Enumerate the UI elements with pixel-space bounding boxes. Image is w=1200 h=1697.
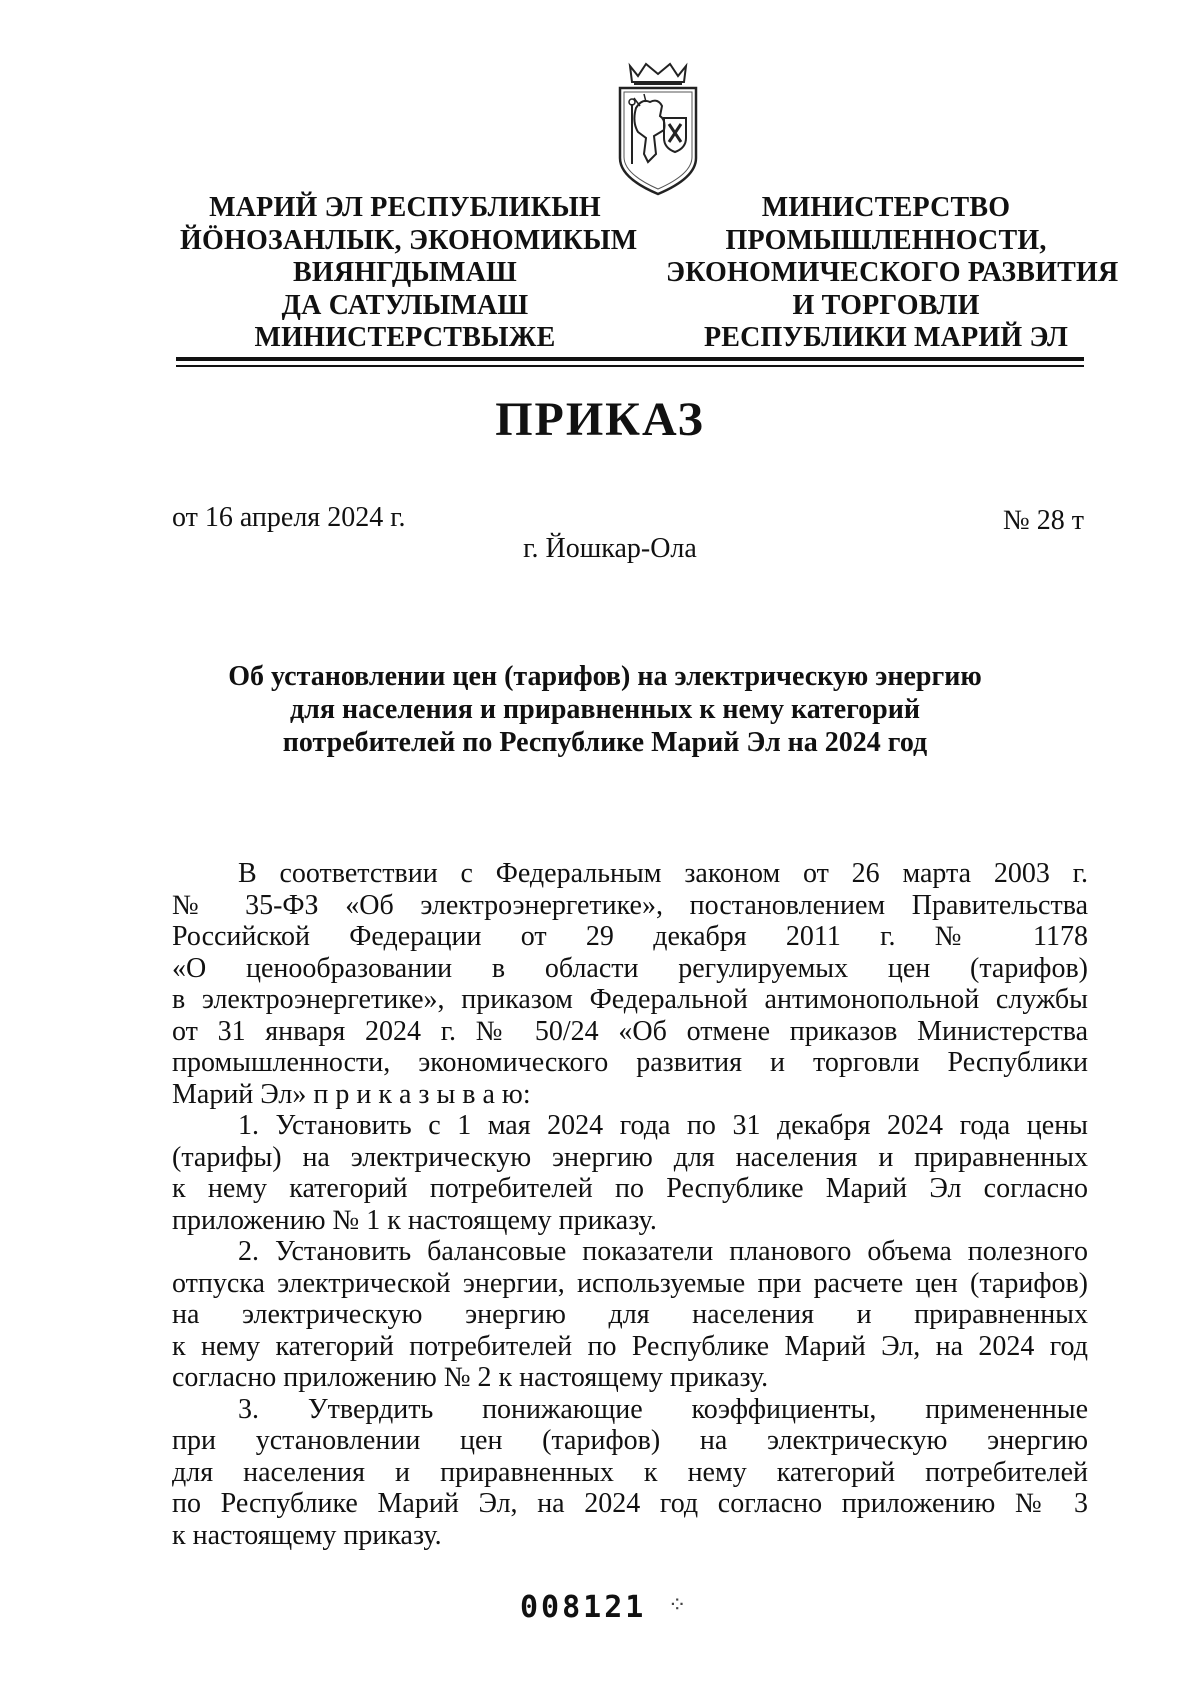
header-right-line: ЭКОНОМИЧЕСКОГО РАЗВИТИЯ: [666, 257, 1119, 288]
body-line: Российской Федерации от 29 декабря 2011 г. № 1178: [172, 921, 1088, 952]
header-right-line: И ТОРГОВЛИ: [792, 289, 980, 321]
body-line: «О ценообразовании в области регулируемых цен (тарифов): [172, 952, 1088, 984]
subject-line: для населения и приравненных к нему категорий: [289, 694, 921, 725]
header-russian-name: [666, 192, 1119, 355]
body-line: к нему категорий потребителей по Республике Марий Эл, на 2024 год: [172, 1330, 1088, 1362]
body-line: В соответствии с Федеральным законом от 26 марта 2003 г.: [238, 858, 1088, 889]
body-line: 2. Установить балансовые показатели планового объема полезного: [238, 1236, 1088, 1267]
body-line: 1. Установить с 1 мая 2024 года по 31 декабря 2024 года цены: [238, 1110, 1088, 1141]
header-left-line: ЙӦНОЗАНЛЫК, ЭКОНОМИКЫМ: [180, 224, 638, 256]
body-line: к нему категорий потребителей по Республике Марий Эл согласно: [172, 1173, 1088, 1204]
header-left-line: ВИЯНГДЫМАШ: [293, 257, 517, 288]
body-line: при установлении цен (тарифов) на электрическую энергию: [172, 1425, 1088, 1456]
header-left-line: МАРИЙ ЭЛ РЕСПУБЛИКЫН: [209, 192, 601, 223]
document-body: [172, 858, 1088, 1551]
header-right-line: РЕСПУБЛИКИ МАРИЙ ЭЛ: [703, 322, 1069, 353]
body-line: согласно приложению № 2 к настоящему приказу.: [172, 1362, 769, 1393]
document-city: г. Йошкар-Ола: [523, 533, 697, 564]
body-line: 3. Утвердить понижающие коэффициенты, примененные: [238, 1393, 1088, 1425]
header-divider-thin: [176, 365, 1084, 367]
header-divider-thick: [176, 357, 1084, 361]
document-subject: [200, 660, 1010, 759]
body-line: приложению № 1 к настоящему приказу.: [172, 1204, 657, 1236]
body-line: (тарифы) на электрическую энергию для населения и приравненных: [172, 1141, 1088, 1173]
body-line: к настоящему приказу.: [172, 1519, 442, 1551]
subject-line: Об установлении цен (тарифов) на электрическую энергию: [228, 661, 982, 692]
registration-stamp-number: 008121: [520, 1590, 647, 1625]
body-line: № 35-ФЗ «Об электроэнергетике», постановлением Правительства: [172, 889, 1088, 921]
stamp-mark-icon: ⁘: [668, 1592, 687, 1617]
body-line: на электрическую энергию для населения и приравненных: [172, 1299, 1088, 1330]
body-line: по Республике Марий Эл, на 2024 год согласно приложению № 3: [172, 1488, 1088, 1519]
body-line: для населения и приравненных к нему категорий потребителей: [172, 1456, 1088, 1488]
coat-of-arms-icon: [614, 58, 702, 198]
header-right-line: ПРОМЫШЛЕННОСТИ,: [725, 224, 1047, 256]
body-line: промышленности, экономического развития и торговли Республики: [172, 1047, 1088, 1078]
header-left-line: ДА САТУЛЫМАШ: [281, 289, 529, 321]
body-line: от 31 января 2024 г. № 50/24 «Об отмене приказов Министерства: [172, 1015, 1088, 1047]
document-title: ПРИКАЗ: [495, 393, 705, 446]
document-number: № 28 т: [1003, 505, 1084, 536]
body-line: в электроэнергетике», приказом Федеральной антимонопольной службы: [172, 984, 1088, 1015]
subject-line: потребителей по Республике Марий Эл на 2024 год: [282, 727, 928, 758]
header-left-line: МИНИСТЕРСТВЫЖЕ: [254, 322, 556, 353]
body-line: отпуска электрической энергии, используемые при расчете цен (тарифов): [172, 1267, 1088, 1299]
body-line: Марий Эл» п р и к а з ы в а ю:: [172, 1078, 531, 1110]
header-mari-name: [180, 192, 638, 355]
document-date: от 16 апреля 2024 г.: [172, 502, 406, 533]
header-right-line: МИНИСТЕРСТВО: [761, 192, 1011, 223]
